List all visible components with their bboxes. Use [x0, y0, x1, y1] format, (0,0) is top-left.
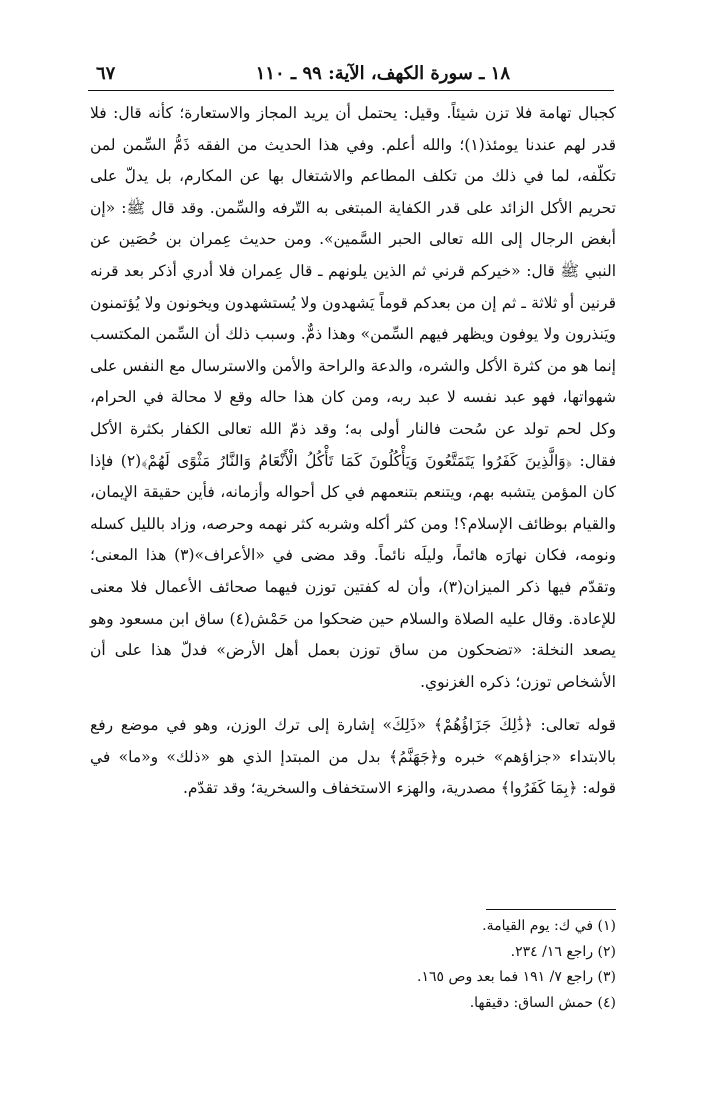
footnote-3: (٣) راجع ٧/ ١٩١ فما بعد وص ١٦٥. — [417, 969, 616, 985]
footnote-4: (٤) حمش الساق: دقيقها. — [469, 994, 616, 1011]
paragraph-commentary: كجبال تهامة فلا تزن شيئاً. وقيل: يحتمل أن يريد المجاز والاستعارة؛ كأنه قال: فلا قدر لهم عندنا يومئذ(١)؛ والله أعلم. وفي هذا الحديث من الفقه ذَمُّ السِّمن لمن تكلّفه، لما في ذلك من تكلف المطاعم والاشتغال بها عن المكارم، بل يدلّ على تحريم الأكل الزائد على قدر الكفاية المبتغى به التّرفه والسِّمن. وقد قال ﷺ: «إن أبغض الرجال إلى الله تعالى الحبر السَّمين». ومن حديث عِمران بن حُصَين عن النبي ﷺ قال: «خيركم قرني ثم الذين يلونهم ـ قال عِمران فلا أدري أذكر بعد قرنه قرنين أو ثلاثة ـ ثم إن من بعدكم قوماً يَشهدون ولا يُستشهدون ويخونون ولا يُؤتمنون ويَنذرون ولا يوفون ويظهر فيهم السِّمن» وهذا ذمٌّ. وسبب ذلك أن السِّمن المكتسب إنما هو من كثرة الأكل والشره، والدعة والراحة والأمن والاسترسال مع النفس على شهواتها، فهو عبد نفسه لا عبد ربه، ومن كان هذا حاله وقع لا محالة في الحرام، وكل لحم تولد عن سُحت فالنار أولى به؛ وقد ذمّ الله تعالى الكفار بكثرة الأكل فقال: ﴿وَالَّذِينَ كَفَرُوا يَتَمَتَّعُونَ وَيَأْكُلُونَ كَمَا تَأْكُلُ الْأَنْعَامُ وَالنَّارُ مَثْوًى لَهُمْ﴾(٢) فإذا كان المؤمن يتشبه بهم، ويتنعم بتنعمهم في كل أحواله وأزمانه، فأين حقيقة الإيمان، والقيام بوظائف الإسلام؟! ومن كثر أكله وشربه كثر نهمه وحرصه، وزاد بالليل كسله ونومه، فكان نهارَه هائماً، وليلَه نائماً. وقد مضى في «الأعراف»(٣) هذا المعنى؛ وتقدّم فيها ذكر الميزان(٣)، وأن له كفتين توزن فيهما صحائف الأعمال فلا معنى للإعادة. وقال عليه الصلاة والسلام حين ضحكوا من حَمْش(٤) ساق ابن مسعود وهو يصعد النخلة: «تضحكون من ساق توزن بعمل أهل الأرض» فدلّ هذا على أن الأشخاص توزن؛ ذكره الغزنوي. — [90, 104, 617, 691]
main-text — [90, 98, 616, 805]
running-header — [96, 60, 608, 88]
page-number: ٦٧ — [96, 63, 116, 84]
paragraph-verse-commentary: قوله تعالى: ﴿ذَٰلِكَ جَزَاؤُهُمْ﴾ «ذَلِكَ» إشارة إلى ترك الوزن، وهو في موضع رفع بالابتداء «جزاؤهم» خبره و﴿جَهَنَّمُ﴾ بدل من المبتدإ الذي هو «ذلك» و«ما» في قوله: ﴿بِمَا كَفَرُوا﴾ مصدرية، والهزء الاستخفاف والسخرية؛ وقد تقدّم. — [90, 716, 616, 798]
footnote-divider — [486, 909, 616, 910]
footnotes — [300, 914, 616, 1016]
paragraph-spacer — [90, 698, 616, 710]
running-title: ١٨ ـ سورة الكهف، الآية: ٩٩ ـ ١١٠ — [255, 63, 510, 84]
header-divider — [88, 90, 614, 91]
footnote-1: (١) في ك: يوم القيامة. — [482, 918, 616, 934]
footnote-2: (٢) راجع ١٦/ ٢٣٤. — [510, 943, 616, 960]
